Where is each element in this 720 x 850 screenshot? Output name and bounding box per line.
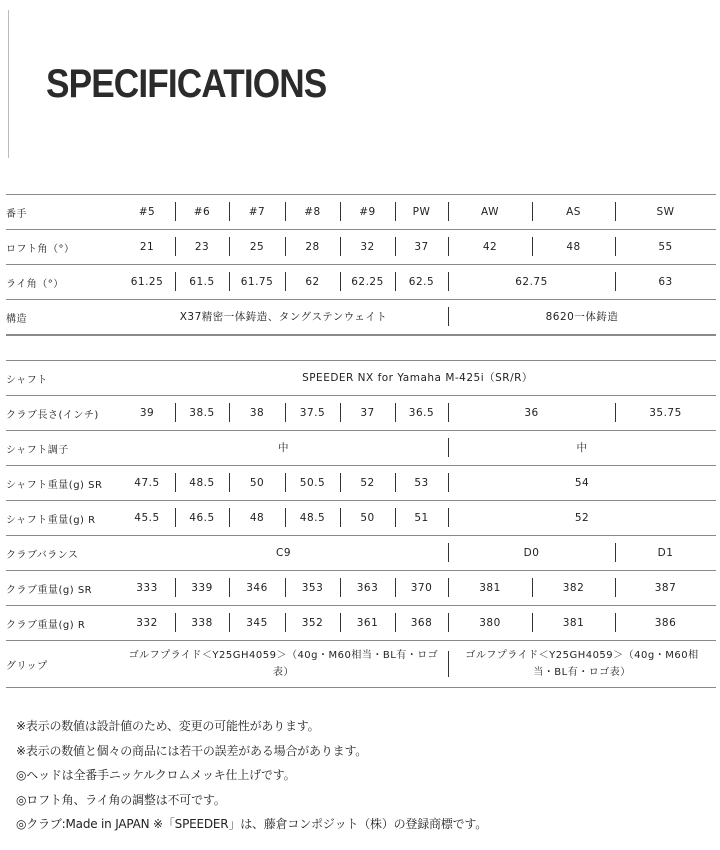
cell-divider: [448, 473, 449, 492]
spec-cell: SW: [656, 205, 675, 218]
row-club-number: [6, 194, 716, 229]
spec-cell: 中: [576, 441, 588, 454]
row-shaft-weight-sr: [6, 465, 716, 500]
spec-cell: 47.5: [134, 476, 160, 489]
cell-divider: [615, 202, 616, 221]
note-item: ◎ロフト角、ライ角の調整は不可です。: [16, 792, 226, 807]
cell-divider: [285, 473, 286, 492]
row-label: クラブ重量(g) SR: [6, 584, 93, 596]
spec-cell: SPEEDER NX for Yamaha M-425i（SR/R）: [302, 371, 533, 384]
spec-cell: 346: [246, 581, 268, 594]
row-loft-angle: [6, 229, 716, 264]
cell-divider: [532, 237, 533, 256]
spec-cell: 45.5: [134, 511, 160, 524]
spec-cell: 381: [562, 616, 585, 629]
cell-divider: [615, 543, 616, 562]
row-shaft: [6, 360, 716, 395]
cell-divider: [448, 438, 449, 457]
cell-divider: [395, 473, 396, 492]
spec-cell: 23: [194, 240, 210, 253]
spec-cell: 52: [360, 476, 375, 489]
spec-cell: AS: [566, 205, 581, 218]
spec-cell: D0: [523, 546, 540, 559]
cell-divider: [340, 613, 341, 632]
spec-cell: 48.5: [299, 511, 326, 524]
cell-divider: [285, 578, 286, 597]
spec-cell: 55: [658, 240, 673, 253]
spec-cell: 381: [479, 581, 501, 594]
row-label: グリップ: [6, 660, 48, 672]
cell-divider: [448, 307, 449, 326]
spec-cell: 50.5: [299, 476, 326, 489]
cell-divider: [229, 578, 230, 597]
spec-cell: 42: [482, 240, 498, 253]
spec-cell: #6: [193, 205, 211, 218]
note-item: ◎ヘッドは全番手ニッケルクロムメッキ仕上げです。: [16, 768, 296, 783]
cell-divider: [229, 473, 230, 492]
spec-cell: 61.5: [189, 275, 215, 288]
cell-divider: [340, 473, 341, 492]
row-shaft-kick-point: [6, 430, 716, 465]
spec-cell: 50: [249, 476, 265, 489]
cell-divider: [175, 272, 176, 291]
cell-divider: [448, 202, 449, 221]
spec-cell: 380: [479, 616, 501, 629]
spec-cell: 39: [139, 406, 155, 419]
spec-cell: 62: [305, 275, 320, 288]
cell-divider: [395, 508, 396, 527]
spec-cell: 48: [249, 511, 265, 524]
cell-divider: [175, 508, 176, 527]
row-club-weight-sr: [6, 570, 716, 605]
cell-divider: [285, 272, 286, 291]
cell-divider: [448, 578, 449, 597]
cell-divider: [285, 508, 286, 527]
spec-cell: ゴルフプライド＜Y25GH4059＞（40g・M60相当・BL有・ロゴ表）: [465, 650, 699, 678]
row-label: 構造: [6, 313, 27, 325]
spec-cell: 36: [524, 406, 539, 419]
cell-divider: [340, 508, 341, 527]
cell-divider: [229, 508, 230, 527]
cell-divider: [175, 578, 176, 597]
notes-list: [16, 714, 487, 837]
cell-divider: [615, 237, 616, 256]
cell-divider: [395, 237, 396, 256]
spec-cell: 52: [574, 511, 590, 524]
spec-cell: 38: [249, 406, 265, 419]
spec-cell: 370: [410, 581, 433, 594]
spec-cell: X37精密一体鋳造、タングステンウェイト: [179, 310, 388, 323]
row-club-weight-r: [6, 605, 716, 640]
row-club-length: [6, 395, 716, 430]
row-shaft-weight-r: [6, 500, 716, 535]
cell-divider: [448, 403, 449, 422]
cell-divider: [395, 578, 396, 597]
row-label: クラブ長さ(インチ): [6, 409, 99, 421]
cell-divider: [340, 237, 341, 256]
row-lie-angle: [6, 264, 716, 299]
spec-cell: ゴルフプライド＜Y25GH4059＞（40g・M60相当・BL有・ロゴ表）: [128, 650, 439, 678]
spec-cell: 339: [191, 581, 213, 594]
row-label: シャフト重量(g) R: [6, 514, 96, 526]
spec-cell: 386: [654, 616, 677, 629]
spec-cell: 37.5: [299, 406, 326, 419]
spec-cell: 353: [301, 581, 324, 594]
cell-divider: [175, 403, 176, 422]
spec-cell: PW: [412, 205, 431, 218]
spec-cell: 338: [191, 616, 213, 629]
cell-divider: [532, 613, 533, 632]
row-label: 番手: [6, 208, 27, 220]
spec-cell: 37: [360, 406, 375, 419]
cell-divider: [395, 202, 396, 221]
cell-divider: [340, 578, 341, 597]
row-club-balance: [6, 535, 716, 570]
cell-divider: [395, 613, 396, 632]
row-label: シャフト重量(g) SR: [6, 479, 103, 491]
spec-cell: 61.75: [240, 275, 274, 288]
spec-cell: 46.5: [189, 511, 215, 524]
cell-divider: [448, 272, 449, 291]
spec-cell: 387: [654, 581, 677, 594]
spec-cell: 中: [278, 441, 289, 454]
cell-divider: [532, 202, 533, 221]
spec-cell: 48.5: [189, 476, 215, 489]
spec-cell: 382: [562, 581, 585, 594]
page-title: SPECIFICATIONS: [46, 62, 327, 106]
row-label: ロフト角（°）: [6, 243, 75, 255]
cell-divider: [532, 578, 533, 597]
table-gap: [6, 335, 716, 360]
row-label: クラブ重量(g) R: [6, 619, 86, 631]
spec-cell: AW: [481, 205, 499, 218]
spec-cell: 63: [658, 275, 673, 288]
spec-cell: 48: [566, 240, 581, 253]
cell-divider: [229, 237, 230, 256]
spec-cell: 62.5: [408, 275, 435, 288]
row-label: シャフト: [6, 374, 48, 386]
cell-divider: [615, 272, 616, 291]
spec-cell: 352: [301, 616, 324, 629]
spec-cell: 54: [574, 476, 590, 489]
spec-cell: #9: [359, 205, 376, 218]
spec-cell: 53: [414, 476, 429, 489]
spec-cell: 62.25: [351, 275, 384, 288]
row-construction: [6, 299, 716, 335]
spec-cell: #5: [138, 205, 156, 218]
spec-cell: 37: [414, 240, 429, 253]
spec-table: [6, 194, 716, 688]
cell-divider: [395, 272, 396, 291]
spec-cell: 333: [136, 581, 158, 594]
spec-cell: 62.75: [515, 275, 548, 288]
cell-divider: [175, 473, 176, 492]
spec-cell: 332: [136, 616, 158, 629]
cell-divider: [229, 202, 230, 221]
spec-cell: 36.5: [408, 406, 435, 419]
cell-divider: [448, 508, 449, 527]
note-item: ◎クラブ:Made in JAPAN ※「SPEEDER」は、藤倉コンポジット（株）の登録商標です。: [16, 817, 488, 832]
spec-cell: 345: [246, 616, 268, 629]
cell-divider: [285, 613, 286, 632]
cell-divider: [285, 237, 286, 256]
spec-cell: 25: [249, 240, 265, 253]
cell-divider: [448, 651, 449, 677]
spec-cell: #7: [248, 205, 266, 218]
cell-divider: [615, 578, 616, 597]
note-item: ※表示の数値と個々の商品には若干の誤差がある場合があります。: [16, 743, 368, 758]
spec-cell: 38.5: [189, 406, 215, 419]
spec-cell: C9: [275, 546, 291, 559]
note-item: ※表示の数値は設計値のため、変更の可能性があります。: [16, 719, 320, 733]
cell-divider: [340, 202, 341, 221]
spec-cell: 8620一体鋳造: [545, 310, 619, 323]
spec-cell: 32: [360, 240, 375, 253]
cell-divider: [229, 613, 230, 632]
row-label: クラブバランス: [6, 549, 79, 561]
row-label: シャフト調子: [6, 444, 69, 456]
cell-divider: [340, 403, 341, 422]
spec-cell: 61.25: [130, 275, 164, 288]
cell-divider: [395, 403, 396, 422]
spec-cell: D1: [657, 546, 674, 559]
cell-divider: [448, 613, 449, 632]
cell-divider: [615, 403, 616, 422]
row-label: ライ角（°）: [6, 278, 64, 290]
spec-cell: 363: [356, 581, 379, 594]
spec-cell: 35.75: [649, 406, 682, 419]
cell-divider: [175, 202, 176, 221]
cell-divider: [175, 237, 176, 256]
spec-cell: 50: [360, 511, 375, 524]
cell-divider: [448, 543, 449, 562]
spec-cell: 51: [414, 511, 429, 524]
cell-divider: [340, 272, 341, 291]
title-accent-line: [8, 10, 9, 158]
cell-divider: [175, 613, 176, 632]
spec-cell: 21: [139, 240, 155, 253]
spec-cell: 361: [356, 616, 379, 629]
spec-cell: 368: [410, 616, 433, 629]
spec-cell: 28: [305, 240, 320, 253]
cell-divider: [285, 403, 286, 422]
row-grip: [6, 640, 716, 688]
cell-divider: [448, 237, 449, 256]
cell-divider: [229, 272, 230, 291]
cell-divider: [615, 613, 616, 632]
cell-divider: [229, 403, 230, 422]
cell-divider: [285, 202, 286, 221]
spec-cell: #8: [304, 205, 321, 218]
